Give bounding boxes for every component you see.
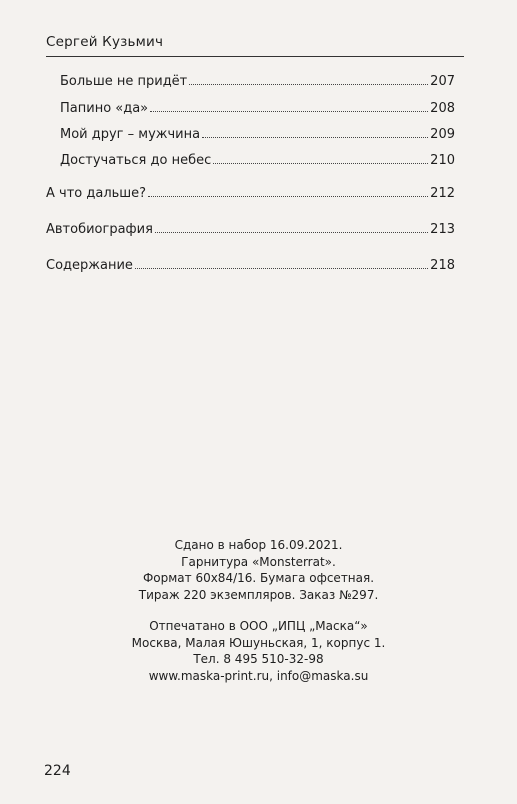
printer-line: Москва, Малая Юшуньская, 1, корпус 1. <box>131 635 386 650</box>
colophon-line: Гарнитура «Monsterrat». <box>181 554 336 569</box>
toc-entry <box>46 221 455 239</box>
toc-leader-dots <box>135 257 428 269</box>
header-divider <box>46 56 464 57</box>
toc-leader-dots <box>202 126 428 138</box>
printer-line: Отпечатано в ООО „ИПЦ „Маска“» <box>149 619 368 633</box>
colophon-line: Формат 60x84/16. Бумага офсетная. <box>142 571 375 585</box>
toc-entry-title: Больше не придёт <box>60 74 188 89</box>
toc-entry-title: А что дальше? <box>46 186 147 201</box>
toc-entry-page: 208 <box>430 101 455 116</box>
toc-entry-title: Мой друг – мужчина <box>60 127 201 142</box>
page-number: 224 <box>44 763 71 779</box>
toc-leader-dots <box>148 185 428 197</box>
toc-entry-title: Автобиография <box>46 222 153 237</box>
toc-entry-page: 207 <box>430 74 455 89</box>
toc-entry <box>46 185 455 203</box>
toc-entry-page: 209 <box>430 127 455 142</box>
toc-entry-title: Достучаться до небес <box>60 153 212 168</box>
print-details <box>0 537 517 603</box>
toc-leader-dots <box>189 73 428 85</box>
toc-entry-page: 210 <box>430 153 455 168</box>
printer-line: www.maska-print.ru, info@maska.su <box>148 668 369 683</box>
toc-entry <box>46 257 455 275</box>
printer-details <box>0 618 517 684</box>
toc-entry <box>60 152 455 170</box>
toc-entry <box>60 73 455 91</box>
toc-entry-page: 218 <box>430 258 455 273</box>
toc-leader-dots <box>150 100 428 112</box>
toc-entry-page: 213 <box>430 222 455 237</box>
colophon-line: Тираж 220 экземпляров. Заказ №297. <box>138 587 379 602</box>
toc-entry-page: 212 <box>430 186 455 201</box>
toc-entry <box>60 126 455 144</box>
toc-leader-dots <box>155 221 428 233</box>
printer-line: Тел. 8 495 510-32-98 <box>193 652 324 666</box>
toc-leader-dots <box>213 152 428 164</box>
toc-entry-title: Содержание <box>46 258 133 273</box>
toc-entry-title: Папино «да» <box>60 101 149 116</box>
running-header-author: Сергей Кузьмич <box>46 34 164 50</box>
colophon-line: Сдано в набор 16.09.2021. <box>174 538 343 552</box>
toc-entry <box>60 100 455 118</box>
